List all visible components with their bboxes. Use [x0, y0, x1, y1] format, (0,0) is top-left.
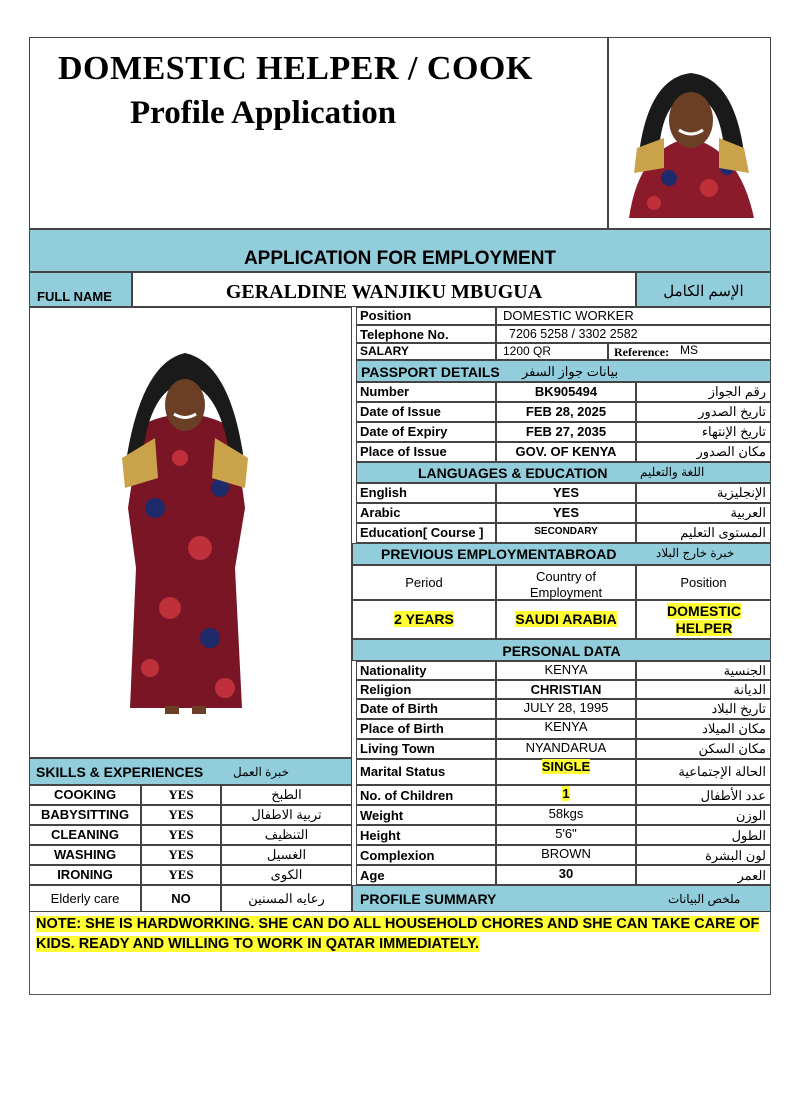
- skill-label: Elderly care: [50, 891, 120, 906]
- passport-label: Number: [360, 384, 410, 399]
- skill-label: CLEANING: [51, 827, 119, 842]
- personal-label: Living Town: [360, 741, 435, 756]
- period-value-text: 2 YEARS: [394, 611, 454, 627]
- skill-label: COOKING: [53, 787, 117, 802]
- education-value: SECONDARY: [534, 526, 598, 537]
- education-arabic: المستوى التعليم: [680, 525, 766, 540]
- passport-title: PASSPORT DETAILS: [361, 364, 500, 380]
- profile-summary-note-text: NOTE: SHE IS HARDWORKING. SHE CAN DO ALL HOUSEHOLD CHORES AND SHE CAN TAKE CARE OF KIDS. READY AND WILLING TO WORK IN QATAR IMMEDIATELY.: [36, 916, 760, 952]
- personal-value: JULY 28, 1995: [523, 700, 609, 715]
- page-subtitle: Profile Application: [130, 95, 397, 131]
- language-arabic: الإنجليزية: [716, 485, 766, 500]
- personal-value: KENYA: [544, 719, 588, 734]
- personal-arabic: تاريخ البلاد: [711, 701, 766, 716]
- full-name-label: FULL NAME: [37, 289, 112, 304]
- skills-title-arabic: خبرة العمل: [233, 765, 290, 779]
- personal-arabic: الديانة: [733, 682, 766, 697]
- personal-label: Date of Birth: [360, 701, 438, 716]
- skill-arabic: تربية الاطفال: [251, 807, 322, 822]
- country-value: [496, 612, 636, 626]
- profile-summary-title: PROFILE SUMMARY: [360, 891, 497, 907]
- previous-employment-title-arabic: خبرة خارج البلاد: [656, 546, 735, 560]
- skill-arabic: الغسيل: [266, 847, 307, 862]
- personal-label: Age: [360, 868, 385, 883]
- skill-arabic: التنظيف: [264, 827, 309, 842]
- personal-arabic: الحالة الإجتماعية: [678, 764, 766, 779]
- personal-label: No. of Children: [360, 788, 454, 803]
- personal-label: Complexion: [360, 848, 435, 863]
- personal-arabic: عدد الأطفال: [700, 788, 766, 803]
- reference-value: MS: [680, 343, 698, 357]
- skill-arabic: الكوى: [270, 867, 303, 882]
- passport-title-arabic: بيانات جواز السفر: [522, 364, 619, 379]
- language-label: Arabic: [360, 505, 401, 520]
- full-body-photo: [29, 307, 352, 758]
- page-title: DOMESTIC HELPER / COOK: [58, 50, 533, 87]
- salary-label: SALARY: [360, 344, 409, 358]
- children-value-text: 1: [562, 786, 570, 801]
- personal-value: BROWN: [541, 846, 591, 861]
- telephone-label: Telephone No.: [360, 327, 449, 342]
- skill-value: YES: [168, 787, 194, 802]
- previous-position-value: [664, 603, 744, 637]
- passport-label: Date of Issue: [360, 404, 441, 419]
- skill-arabic: الطبخ: [271, 787, 302, 802]
- passport-label: Place of Issue: [360, 444, 447, 459]
- personal-value: 58kgs: [548, 806, 584, 821]
- full-name-value: GERALDINE WANJIKU MBUGUA: [225, 281, 543, 303]
- position-label: Position: [360, 308, 412, 323]
- passport-value: GOV. OF KENYA: [515, 444, 617, 459]
- full-name-arabic-label: الإسم الكامل: [663, 283, 744, 300]
- personal-arabic: لون البشرة: [705, 848, 766, 863]
- personal-arabic: الطول: [731, 828, 766, 843]
- salary-value: 1200 QR: [503, 344, 552, 358]
- skill-value: YES: [168, 847, 194, 862]
- skill-value: YES: [168, 867, 194, 882]
- personal-value: CHRISTIAN: [530, 682, 602, 697]
- country-value-text: SAUDI ARABIA: [515, 611, 617, 627]
- personal-arabic: العمر: [737, 868, 766, 883]
- personal-label: Place of Birth: [360, 721, 444, 736]
- skills-title: SKILLS & EXPERIENCES: [36, 764, 204, 780]
- passport-arabic: تاريخ الصدور: [698, 404, 766, 419]
- language-value: YES: [552, 485, 579, 500]
- personal-arabic: مكان الميلاد: [702, 721, 766, 736]
- country-header: Country of Employment: [529, 569, 603, 600]
- skill-value: YES: [168, 827, 194, 842]
- passport-value: BK905494: [534, 384, 598, 399]
- passport-value: FEB 27, 2035: [525, 424, 607, 439]
- previous-employment-title: PREVIOUS EMPLOYMENTABROAD: [381, 546, 617, 562]
- personal-value: KENYA: [544, 662, 588, 677]
- passport-value: FEB 28, 2025: [525, 404, 607, 419]
- personal-label: Weight: [360, 808, 404, 823]
- skill-value: NO: [171, 891, 191, 906]
- position-header: Position: [680, 575, 727, 590]
- skill-label: IRONING: [57, 867, 113, 882]
- personal-label: Height: [360, 828, 401, 843]
- telephone-value: 7206 5258 / 3302 2582: [509, 327, 638, 341]
- passport-arabic: رقم الجواز: [708, 384, 766, 399]
- personal-arabic: مكان السكن: [698, 741, 766, 756]
- profile-summary-note: [36, 914, 768, 954]
- personal-value: NYANDARUA: [525, 740, 607, 755]
- position-value: DOMESTIC WORKER: [503, 308, 634, 323]
- skill-arabic: رعايه المسنين: [248, 891, 325, 906]
- personal-data-title: PERSONAL DATA: [502, 643, 621, 659]
- passport-arabic: تاريخ الإنتهاء: [701, 424, 766, 439]
- personal-label: Marital Status: [360, 764, 446, 779]
- personal-label: Religion: [360, 682, 412, 697]
- marital-status-text: SINGLE: [541, 759, 591, 774]
- passport-label: Date of Expiry: [360, 424, 448, 439]
- skill-label: BABYSITTING: [40, 807, 130, 822]
- period-header: Period: [405, 575, 443, 590]
- personal-value: 30: [558, 866, 574, 881]
- education-label: Education[ Course ]: [360, 525, 484, 540]
- skill-label: WASHING: [53, 847, 117, 862]
- profile-summary-title-arabic: ملخص البيانات: [668, 892, 741, 906]
- marital-status-value: [496, 760, 636, 773]
- children-value: [496, 787, 636, 800]
- language-arabic: العربية: [730, 505, 766, 520]
- language-value: YES: [552, 505, 579, 520]
- banner-title: APPLICATION FOR EMPLOYMENT: [243, 248, 557, 269]
- personal-value: 5'6": [555, 826, 577, 841]
- languages-title-arabic: اللغة والتعليم: [640, 465, 705, 479]
- personal-arabic: الجنسية: [723, 663, 766, 678]
- previous-position-text: DOMESTIC HELPER: [667, 603, 741, 636]
- headshot-photo: [608, 37, 771, 229]
- passport-arabic: مكان الصدور: [696, 444, 766, 459]
- personal-arabic: الوزن: [735, 808, 766, 823]
- skill-value: YES: [168, 807, 194, 822]
- languages-title: LANGUAGES & EDUCATION: [418, 465, 608, 481]
- personal-label: Nationality: [360, 663, 427, 678]
- period-value: [352, 612, 496, 626]
- language-label: English: [360, 485, 407, 500]
- reference-label: Reference:: [614, 345, 670, 359]
